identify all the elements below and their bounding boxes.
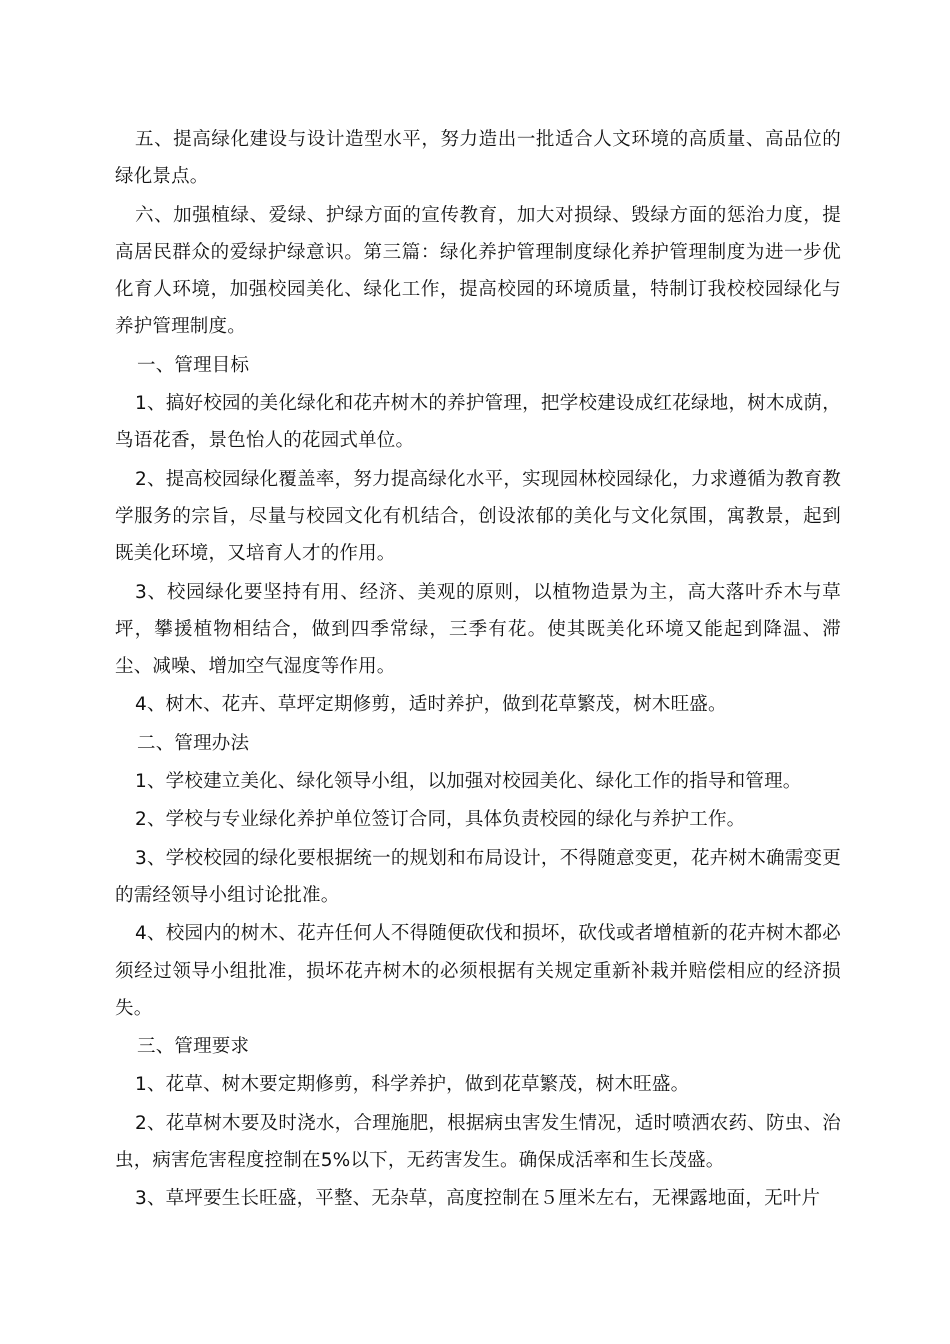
list-item: 3、草坪要生长旺盛，平整、无杂草，高度控制在５厘米左右，无裸露地面，无叶片 xyxy=(135,1188,821,1210)
list-item: 2、提高校园绿化覆盖率，努力提高绿化水平，实现园林校园绿化，力求遵循为教育教学服务的宗旨，尽量与校园文化有机结合，创设浓郁的美化与文化氛围，寓教景，起到既美化环境，又培育人才的作用。 xyxy=(115,468,841,565)
list-item: 3、校园绿化要坚持有用、经济、美观的原则，以植物造景为主，高大落叶乔木与草坪，攀援植物相结合，做到四季常绿，三季有花。使其既美化环境又能起到降温、滞尘、减噪、增加空气湿度等作用。 xyxy=(115,581,841,678)
list-item: 2、学校与专业绿化养护单位签订合同，具体负责校园的绿化与养护工作。 xyxy=(135,809,746,831)
list-item: 1、搞好校园的美化绿化和花卉树木的养护管理，把学校建设成红花绿地，树木成荫，鸟语花香，景色怡人的花园式单位。 xyxy=(115,393,841,452)
section-heading-management-goals: 一、管理目标 xyxy=(137,354,250,376)
paragraph-goal-5: 五、提高绿化建设与设计造型水平，努力造出一批适合人文环境的高质量、高品位的绿化景点。 xyxy=(115,129,841,188)
document-page xyxy=(115,121,841,1219)
list-item: 1、学校建立美化、绿化领导小组，以加强对校园美化、绿化工作的指导和管理。 xyxy=(135,771,802,793)
section-heading-management-methods: 二、管理办法 xyxy=(137,732,250,754)
list-item: 4、树木、花卉、草坪定期修剪，适时养护，做到花草繁茂，树木旺盛。 xyxy=(135,694,727,716)
list-item: 1、花草、树木要定期修剪，科学养护，做到花草繁茂，树木旺盛。 xyxy=(135,1074,690,1096)
list-item: 2、花草树木要及时浇水，合理施肥，根据病虫害发生情况，适时喷洒农药、防虫、治虫，病害危害程度控制在5%以下，无药害发生。确保成活率和生长茂盛。 xyxy=(115,1112,841,1172)
paragraph-goal-6: 六、加强植绿、爱绿、护绿方面的宣传教育，加大对损绿、毁绿方面的惩治力度，提高居民群众的爱绿护绿意识。第三篇：绿化养护管理制度绿化养护管理制度为进一步优化育人环境，加强校园美化、绿化工作，提高校园的环境质量，特制订我校校园绿化与养护管理制度。 xyxy=(115,204,841,338)
list-item: 3、学校校园的绿化要根据统一的规划和布局设计，不得随意变更，花卉树木确需变更的需经领导小组讨论批准。 xyxy=(115,847,841,906)
section-heading-management-requirements: 三、管理要求 xyxy=(137,1036,250,1058)
list-item: 4、校园内的树木、花卉任何人不得随便砍伐和损坏，砍伐或者增植新的花卉树木都必须经过领导小组批准，损坏花卉树木的必须根据有关规定重新补栽并赔偿相应的经济损失。 xyxy=(115,923,841,1019)
